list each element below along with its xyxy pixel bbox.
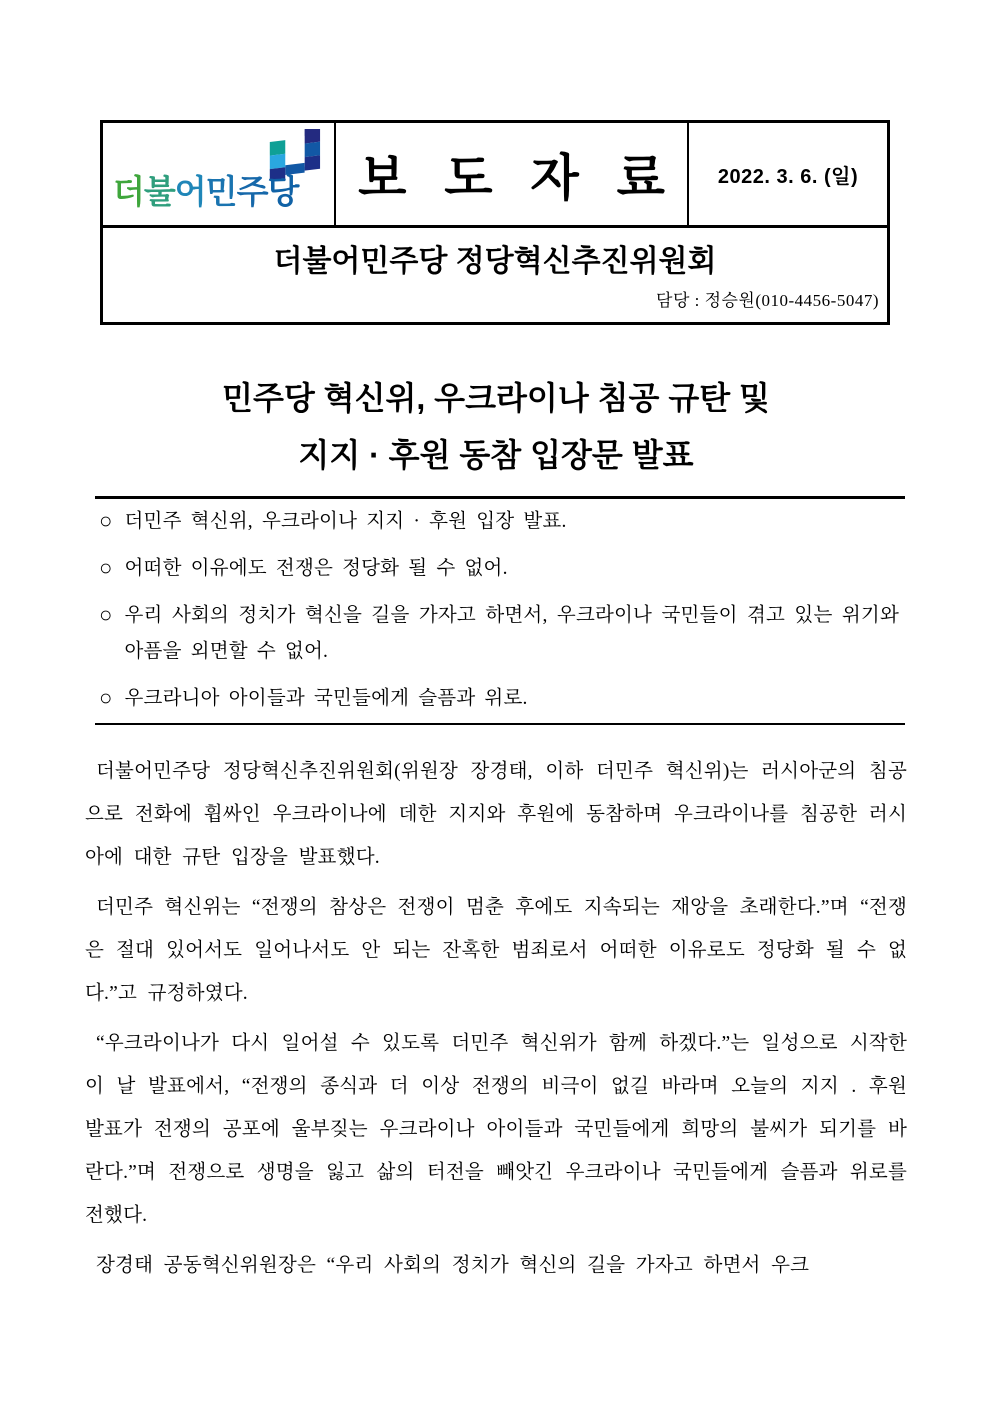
body-paragraph: 장경태 공동혁신위원장은 “우리 사회의 정치가 혁신의 길을 가자고 하면서 우크 (96, 1255, 810, 1276)
document-title-line1: 민주당 혁신위, 우크라이나 침공 규탄 및 (222, 380, 770, 416)
circle-bullet-icon: ○ (99, 602, 113, 627)
summary-item-text: 우리 사회의 정치가 혁신을 길을 가자고 하면서, 우크라이나 국민들이 겪고 있는 위기와 아픔을 외면할 수 없어. (124, 605, 899, 662)
party-logo-text: 더불어민주당 (113, 173, 299, 210)
summary-item (97, 598, 905, 670)
document-title-line2: 지지 · 후원 동참 입장문 발표 (298, 437, 694, 473)
document-title (0, 370, 992, 484)
body-paragraph: 더민주 혁신위는 “전쟁의 참상은 전쟁이 멈춘 후에도 지속되는 재앙을 초래한다.”며 “전쟁은 절대 있어서도 일어나서도 안 되는 잔혹한 범죄로서 어떠한 이유로도 정당화 될 수 없다.”고 규정하였다. (85, 897, 907, 1004)
circle-bullet-icon: ○ (99, 508, 113, 533)
circle-bullet-icon: ○ (99, 555, 113, 580)
summary-item-text: 어떠한 이유에도 전쟁은 정당화 될 수 없어. (124, 558, 508, 579)
org-title: 더불어민주당 정당혁신추진위원회 (273, 245, 717, 278)
header-bottom-row (103, 225, 887, 322)
summary-item (97, 504, 905, 540)
contact-line: 담당 : 정승원(010-4456-5047) (656, 291, 879, 310)
summary-item (97, 551, 905, 587)
summary-item-text: 우크라니아 아이들과 국민들에게 슬픔과 위로. (124, 688, 528, 709)
circle-bullet-icon: ○ (99, 685, 113, 710)
body-paragraph: 더불어민주당 정당혁신추진위원회(위원장 장경태, 이하 더민주 혁신위)는 러시아군의 침공으로 전화에 휩싸인 우크라이나에 데한 지지와 후원에 동참하며 우크라이나를 침공한 러시아에 대한 규탄 입장을 발표했다. (85, 761, 907, 868)
summary-box (95, 496, 905, 725)
header-table (100, 120, 890, 325)
body-paragraph: “우크라이나가 다시 일어설 수 있도록 더민주 혁신위가 함께 하겠다.”는 일성으로 시작한 이 날 발표에서, “전쟁의 종식과 더 이상 전쟁의 비극이 없길 바라며 오늘의 지지 . 후원 발표가 전쟁의 공포에 울부짖는 우크라이나 아이들과 국민들에게 희망의 불씨가 되기를 바란다.”며 전쟁으로 생명을 잃고 삶의 터전을 빼앗긴 우크라이나 국민들에게 슬픔과 위로를 전했다. (85, 1033, 907, 1226)
doc-type-title: 보 도 자 료 (336, 123, 689, 225)
body-text (85, 750, 907, 1294)
doc-date: 2022. 3. 6. (일) (717, 165, 859, 188)
header-top-row (103, 123, 887, 225)
party-logo-cell (103, 123, 336, 225)
summary-item-text: 더민주 혁신위, 우크라이나 지지 · 후원 입장 발표. (124, 511, 567, 532)
summary-item (97, 681, 905, 717)
